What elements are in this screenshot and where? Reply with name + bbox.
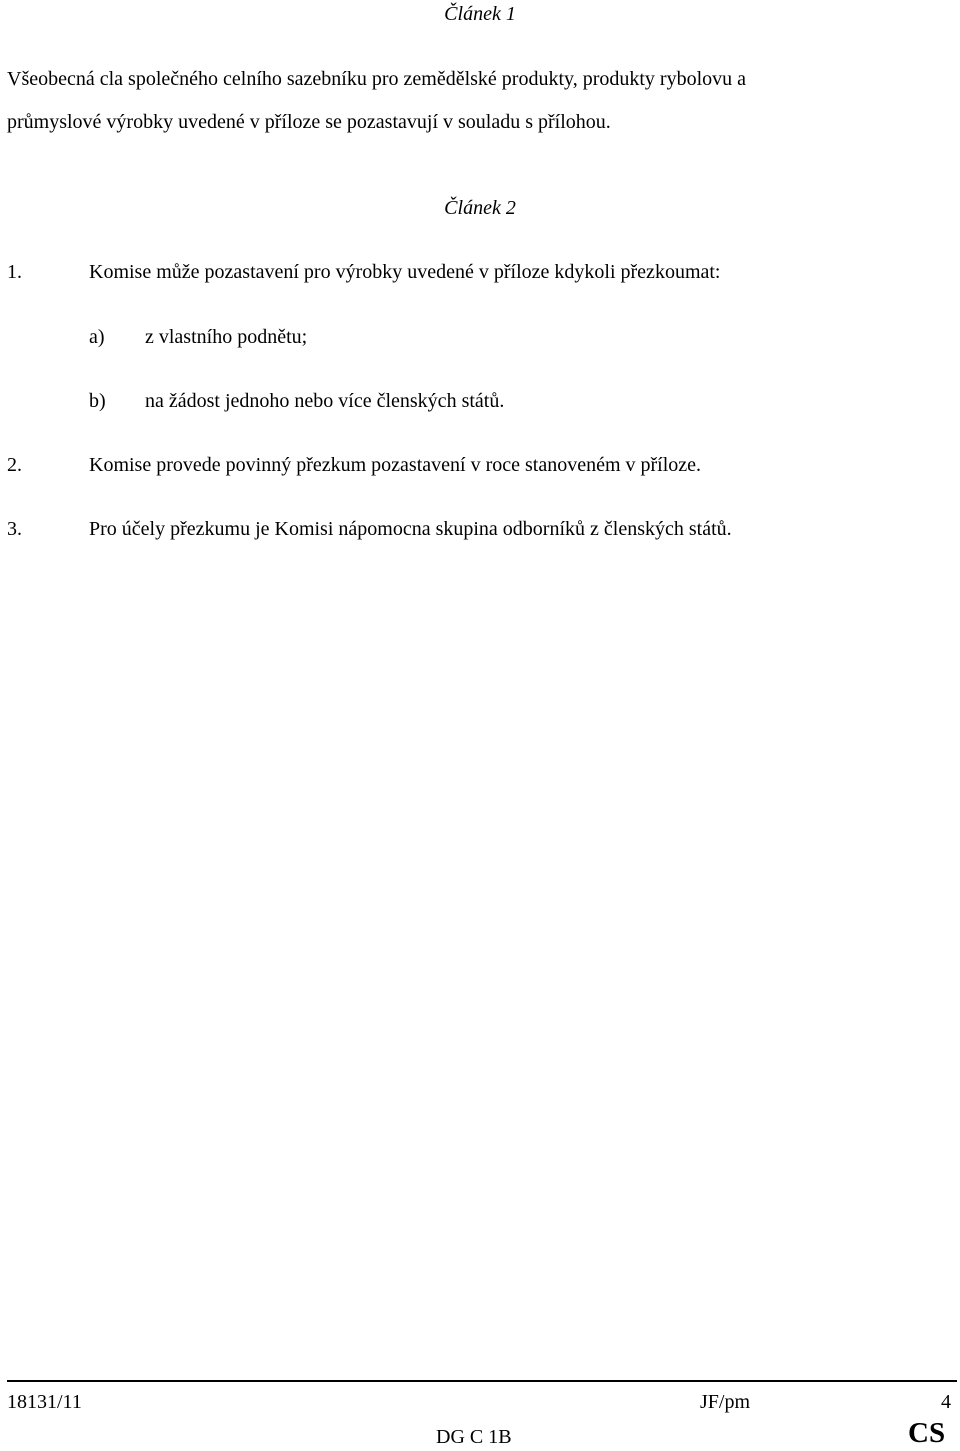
paragraph-2-number: 2. [7,454,22,476]
paragraph-3-text: Pro účely přezkumu je Komisi nápomocna skupina odborníků z členských států. [89,518,732,540]
paragraph-2-text: Komise provede povinný přezkum pozastavení v roce stanoveném v příloze. [89,454,702,476]
footer-language-code: CS [908,1417,946,1449]
article-1-heading: Článek 1 [444,3,516,25]
article-2-heading: Článek 2 [444,197,516,219]
footer-initials: JF/pm [700,1391,751,1413]
item-a-text: z vlastního podnětu; [145,326,308,348]
footer-page-number: 4 [941,1391,951,1413]
paragraph-1-text: Komise může pozastavení pro výrobky uvedené v příloze kdykoli přezkoumat: [89,261,721,283]
article-1-text-line-2: průmyslové výrobky uvedené v příloze se pozastavují v souladu s přílohou. [7,111,611,133]
item-b-text: na žádost jednoho nebo více členských států. [145,390,505,412]
paragraph-3-number: 3. [7,518,22,540]
footer-dg: DG C 1B [436,1426,512,1448]
item-b-letter: b) [89,390,106,412]
paragraph-1-number: 1. [7,261,22,283]
item-a-letter: a) [89,326,105,348]
footer-reference: 18131/11 [7,1391,82,1413]
footer-divider [7,1380,957,1382]
article-1-text-line-1: Všeobecná cla společného celního sazebníku pro zemědělské produkty, produkty rybolovu a [7,68,747,90]
